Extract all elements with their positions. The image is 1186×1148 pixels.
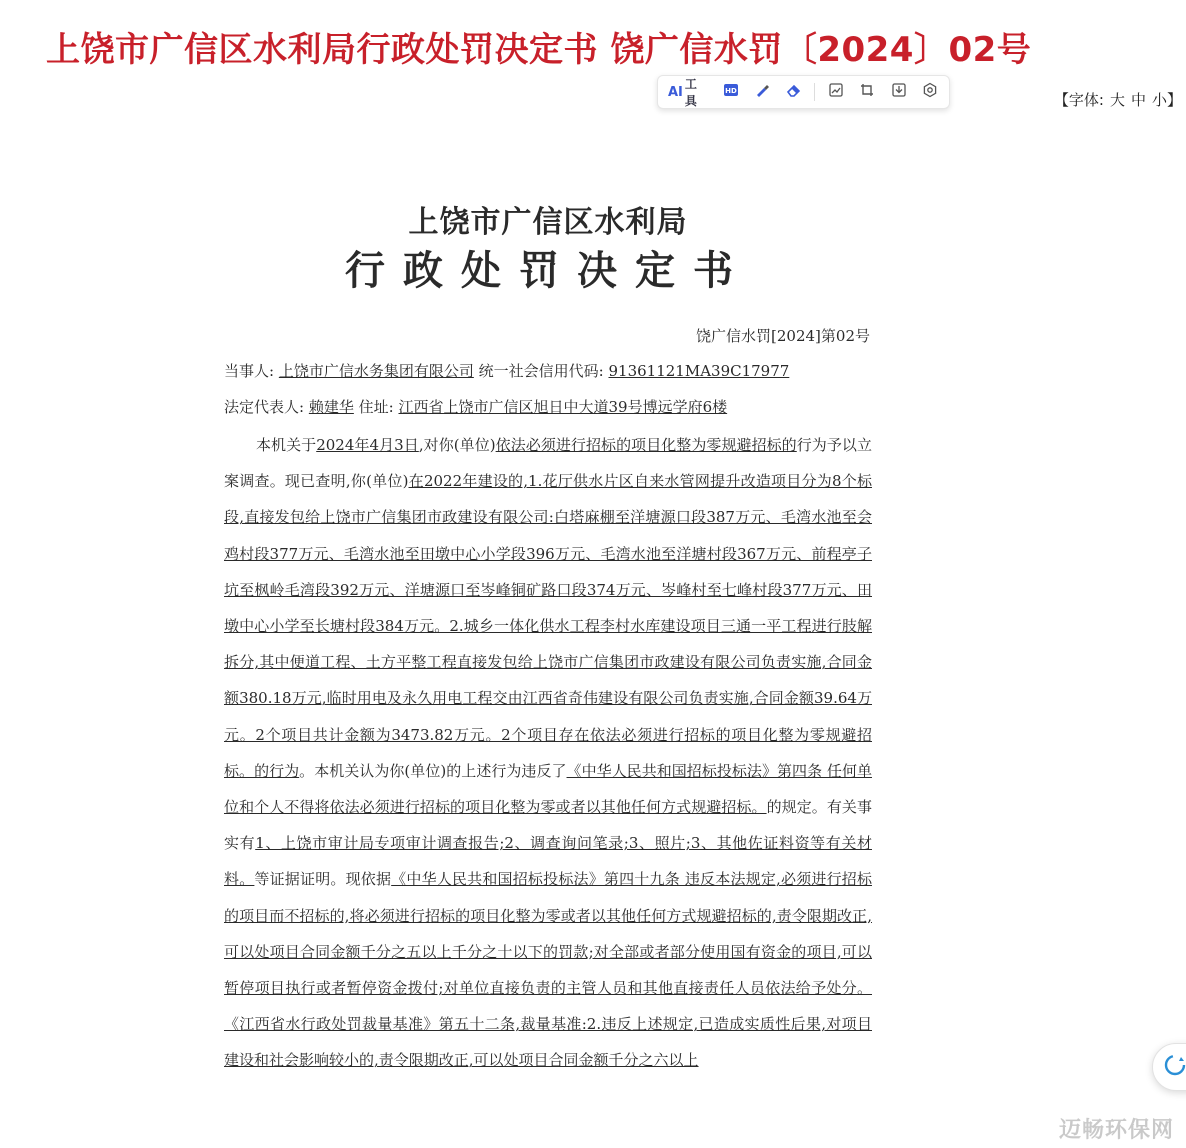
body-part-1: ,对你(单位) (418, 436, 496, 454)
font-size-switcher (1054, 89, 1182, 110)
brush-icon (754, 82, 770, 102)
document-body (224, 427, 872, 1079)
body-part-3: 。本机关认为你(单位)的上述行为违反了 (299, 761, 567, 780)
hd-button[interactable] (718, 79, 743, 105)
body-law: 《中华人民共和国招标投标法》第四条 任何单位和个人不得将依法必须进行招标的项目化整为零或者以其他任何方式规避招标。 (224, 761, 872, 817)
image-edit-icon (828, 82, 844, 102)
eraser-button[interactable] (781, 79, 806, 105)
address-label: 住址: (358, 398, 394, 416)
document-org-name: 上饶市广信区水利局 (408, 205, 688, 240)
site-watermark: 迈畅环保网 (1058, 1118, 1174, 1143)
legal-rep-label: 法定代表人: (224, 398, 305, 416)
document-number: 饶广信水罚[2024]第02号 (696, 327, 870, 345)
font-size-small[interactable]: 小】 (1151, 91, 1182, 109)
body-basis: 《中华人民共和国招标投标法》第四十九条 违反本法规定,必须进行招标的项目而不招标的,将必须进行招标的项目化整为零或者以其他任何方式规避招标的,责令限期改正,可以处项目合同金额千分之五以上千分之十以下的罚款;对全部或者部分使用国有资金的项目,可以暂停项目执行或者暂停资金拨付;对单位直接负责的主管人员和其他直接责任人员依法给予处分。《江西省水行政处罚裁量基准》第五十二条,裁量基准:2.违反上述规定,已造成实质性后果,对项目建设和社会影响较小的,责令限期改正,可以处项目合同金额千分之六以上 (224, 870, 872, 1070)
legal-rep-line (224, 396, 727, 417)
settings-icon (922, 82, 938, 102)
credit-code-label: 统一社会信用代码: (478, 362, 604, 380)
body-facts: 在2022年建设的,1.花厅供水片区自来水管网提升改造项目分为8个标段,直接发包给上饶市广信集团市政建设有限公司:白塔麻棚至洋塘源口段387万元、毛湾水池至会鸡村段377万元、毛湾水池至田墩中心小学段396万元、毛湾水池至洋塘村段367万元、前程亭子坑至枫岭毛湾段392万元、洋塘源口至岑峰铜矿路口段374万元、岑峰村至七峰村段377万元、田墩中心小学至长塘村段384万元。2.城乡一体化供水工程李村水库建设项目三通一平工程进行肢解拆分,其中便道工程、土方平整工程直接发包给上饶市广信集团市政建设有限公司负责实施,合同金额380.18万元,临时用电及永久用电工程交由江西省奇伟建设有限公司负责实施,合同金额39.64万元。2个项目共计金额为3473.82万元。2个项目存在依法必须进行招标的项目化整为零规避招标。的行为 (224, 472, 872, 780)
brush-button[interactable] (749, 79, 774, 105)
credit-code-value: 91361121MA39C17977 (608, 362, 790, 380)
font-size-medium[interactable]: 中 (1130, 91, 1146, 109)
svg-text:HD: HD (724, 87, 737, 95)
download-button[interactable] (886, 79, 911, 105)
party-line (224, 360, 789, 381)
floating-assistant-button[interactable] (1152, 1043, 1186, 1091)
body-date: 2024年4月3日 (316, 436, 419, 454)
ai-tool-button[interactable] (664, 75, 712, 109)
ai-mark: AI (668, 84, 683, 100)
refresh-icon (1163, 1053, 1186, 1081)
hd-icon (723, 82, 739, 102)
eraser-icon (786, 82, 802, 102)
party-label: 当事人: (224, 362, 275, 380)
body-part-4: 的规定。有关事实有 (224, 798, 872, 853)
body-part-5: 等证据证明。现依据 (254, 870, 392, 889)
party-value: 上饶市广信水务集团有限公司 (278, 362, 474, 380)
crop-button[interactable] (855, 79, 880, 105)
ai-tool-label: 工具 (684, 77, 697, 108)
legal-rep-value: 赖建华 (308, 398, 354, 416)
settings-button[interactable] (918, 79, 943, 105)
body-intro: 本机关于 (256, 436, 317, 454)
font-size-large[interactable]: 大 (1109, 91, 1125, 109)
font-size-label: 【字体: (1053, 91, 1104, 109)
body-evidence: 1、上饶市审计局专项审计调查报告;2、调查询问笔录;3、照片;3、其他佐证料资等有关材料。 (224, 834, 872, 889)
document-image (222, 195, 874, 1148)
body-part-2: 行为予以立案调查。现已查明,你(单位) (224, 436, 872, 491)
crop-icon (859, 82, 875, 102)
toolbar-divider (814, 83, 815, 101)
body-case: 依法必须进行招标的项目化整为零规避招标的 (495, 436, 797, 454)
image-edit-button[interactable] (823, 79, 848, 105)
page-title: 上饶市广信区水利局行政处罚决定书 饶广信水罚〔2024〕02号 (46, 30, 1032, 70)
download-icon (891, 82, 907, 102)
document-title: 行政处罚决定书 (345, 247, 751, 294)
image-toolbar (657, 75, 950, 109)
address-value: 江西省上饶市广信区旭日中大道39号博远学府6楼 (398, 398, 728, 416)
